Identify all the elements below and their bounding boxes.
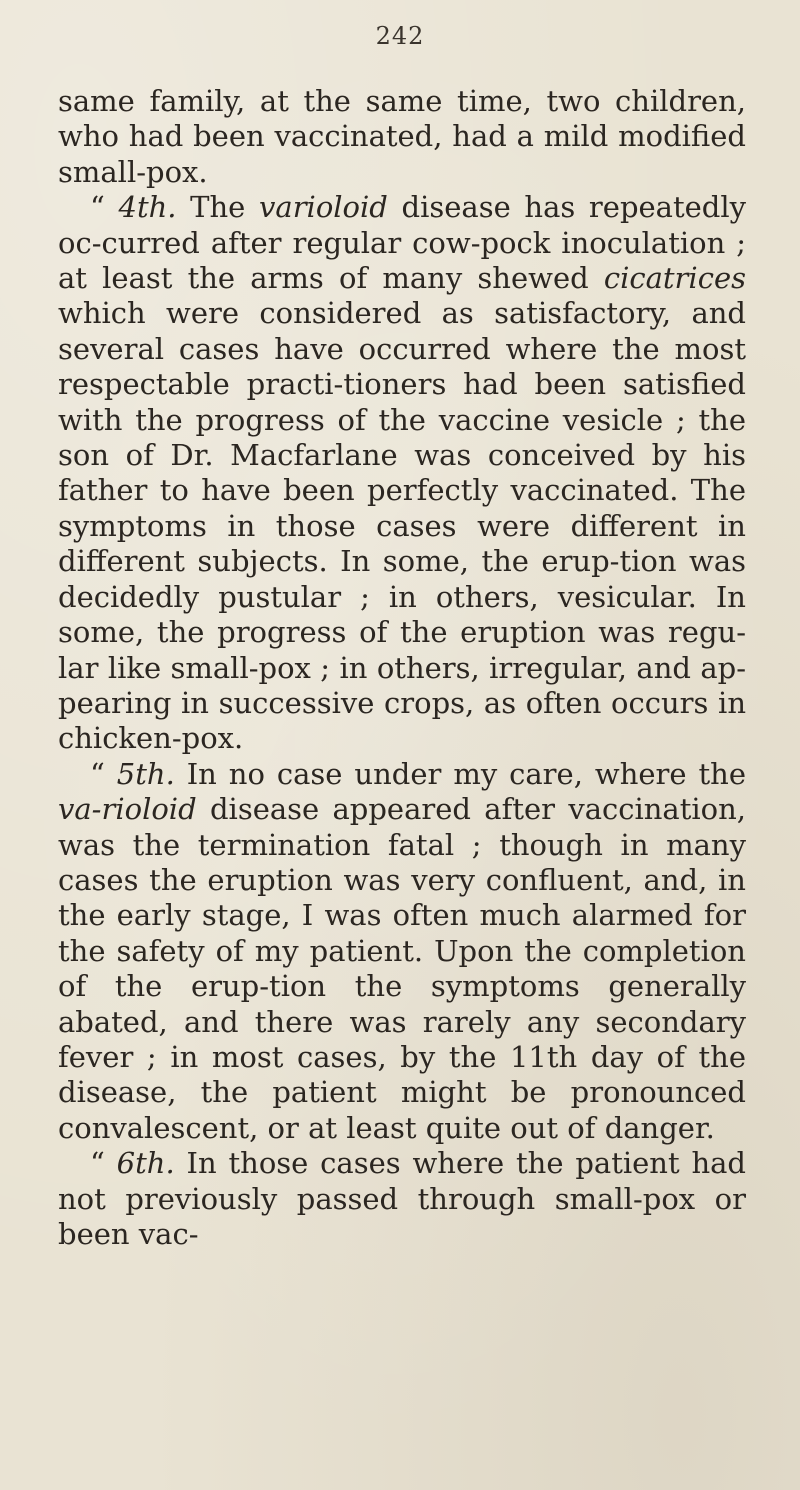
body-text: [58, 84, 746, 1252]
paragraph-point-5: [58, 757, 746, 1146]
text-run: In those cases where the patient had not previously passed through small-pox or been vac-: [58, 1146, 746, 1251]
text-run: disease has repeatedly oc-curred after regular cow-pock inoculation ; at least the arms of many shewed: [58, 190, 746, 296]
text-run: “: [90, 1146, 117, 1181]
text-run: disease appeared after vaccination, was the termination fatal ; though in many cases the eruption was very confluent, and, in the early stage, I was often much alarmed for the safety of my patient. Upon the completion of the erup-tion the symptoms generally abated, and there was rarely any secondary fever ; in most cases, by the 11th day of the disease, the patient might be pronounced convalescent, or at least quite out of danger.: [58, 792, 746, 1145]
text-run: In no case under my care, where the: [174, 756, 747, 791]
page-number: 242: [375, 22, 425, 50]
italic-text: varioloid: [259, 190, 388, 225]
text-run: “: [90, 756, 117, 791]
italic-text: 4th.: [118, 190, 177, 225]
text-run: “: [90, 190, 119, 225]
paragraph-continuation: [58, 84, 746, 190]
text-run: which were considered as satisfactory, and several cases have occurred where the most respectable practi-tioners had been satisfied with the progress of the vaccine vesicle ; the son of Dr. Macfarlane was conceived by his father to have been perfectly vaccinated. The symptoms in those cases were different in different subjects. In some, the erup-tion was decidedly pustular ; in others, vesicular. In some, the progress of the eruption was regu-lar like small-pox ; in others, irregular, and ap-pearing in successive crops, as often occurs in chicken-pox.: [58, 296, 746, 756]
italic-text: 5th.: [116, 756, 175, 791]
text-run: The: [176, 190, 260, 225]
text-run: same family, at the same time, two children, who had been vaccinated, had a mild modified small-pox.: [58, 84, 746, 189]
italic-text: cicatrices: [603, 261, 746, 296]
italic-text: va-rioloid: [58, 792, 197, 827]
paragraph-point-6: [58, 1146, 746, 1252]
paragraph-point-4: [58, 190, 746, 757]
italic-text: 6th.: [116, 1146, 175, 1181]
